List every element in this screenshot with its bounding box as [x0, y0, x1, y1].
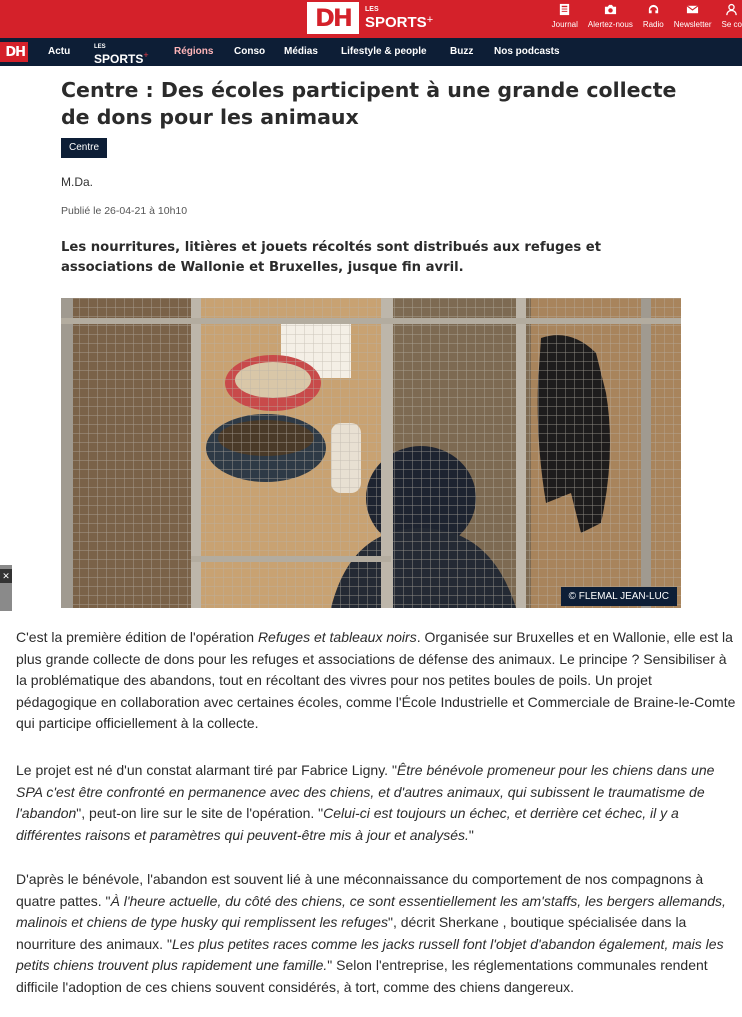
quote-text: Refuges et tableaux noirs — [257, 629, 417, 645]
mail-icon — [686, 2, 700, 16]
nav-item-buzz[interactable]: Buzz — [450, 46, 474, 57]
article-photo — [61, 298, 681, 608]
newsletter-label: Newsletter — [673, 20, 712, 29]
close-icon[interactable]: ✕ — [0, 569, 12, 583]
kennel-photo-illustration — [61, 298, 681, 608]
article-paragraph-1 — [16, 627, 736, 735]
paragraph-text: . Organisée sur Bruxelles et en Wallonie, elle est la plus grande collecte de dons pour les refuges et associations de défense des animaux. Le principe ? Sensibiliser à la problématique des abandons, tout en récoltant des vivres pour nos petites boules de poils. Un projet pédagogique en collaboration avec certaines écoles, comme l'École Industrielle et Commerciale de Braine-le-Comte qui participe officiellement à la collecte. — [16, 629, 736, 731]
headphones-icon — [646, 2, 660, 16]
main-nav — [0, 38, 742, 66]
nav-item-lifestyle[interactable]: Lifestyle & people — [341, 46, 427, 57]
publish-date: Publié le 26-04-21 à 10h10 — [61, 205, 188, 217]
paragraph-text: C'est la première édition de l'opération — [16, 629, 258, 645]
top-header — [0, 0, 742, 38]
nav-item-podcasts[interactable]: Nos podcasts — [494, 46, 560, 57]
nav-item-actu[interactable]: Actu — [48, 46, 71, 57]
paragraph-text: ", peut-on lire sur le site de l'opération. " — [76, 805, 324, 821]
article-paragraph-3 — [16, 869, 736, 998]
user-icon — [725, 2, 739, 16]
journal-icon — [558, 2, 572, 16]
camera-icon — [603, 2, 617, 16]
paragraph-text: " — [468, 826, 474, 843]
login-link[interactable] — [722, 2, 742, 29]
nav-sports-label: SPORTS — [94, 52, 144, 66]
paragraph-text: ", décrit Sherkane , boutique spécialisée dans la nourriture des animaux. " — [16, 914, 687, 952]
dh-les-sports-logo[interactable] — [307, 2, 435, 34]
quote-text: Celui-ci est toujours un échec, et derrière cet échec, il y a différentes raisons et paramètres qui peuvent-être mis à jour et analysés. — [16, 805, 679, 843]
quote-text: À l'heure actuelle, du côté des chiens, ce sont essentiellement les am'staffs, les bergers allemands, malinois et chiens de type husky qui remplissent les refuges — [16, 892, 726, 930]
article-author: M.Da. — [61, 175, 94, 189]
radio-label: Radio — [642, 20, 664, 29]
nav-item-regions[interactable]: Régions — [174, 46, 214, 57]
dh-logo: DH — [307, 2, 359, 34]
logo-les-text: LES — [365, 6, 379, 13]
newsletter-link[interactable] — [674, 2, 712, 29]
quote-text: Être bénévole promeneur pour les chiens dans une SPA c'est être confronté en permanence avec des chiens, et d'autres animaux, qui subissent le traumatisme de l'abandon — [16, 762, 715, 821]
radio-link[interactable] — [643, 2, 664, 29]
journal-label: Journal — [551, 20, 578, 29]
paragraph-text: " Selon l'entreprise, les réglementations communales rendent difficile l'adoption de ces chiens souvent considérés, à tort, comme des chiens dangereux. — [16, 957, 708, 995]
nav-item-les-sports[interactable] — [94, 44, 149, 68]
les-sports-logo — [359, 2, 435, 34]
nav-sports-les: LES — [94, 44, 106, 50]
side-widget[interactable] — [0, 565, 12, 611]
quote-text: Les plus petites races comme les jacks russell font l'objet d'abandon également, mais les petits chiens trouvent plus rapidement une famille. — [16, 935, 724, 973]
article-title: Centre : Des écoles participent à une grande collecte de dons pour les animaux — [61, 78, 677, 129]
logo-sports-text: SPORTS — [365, 14, 427, 31]
article-lead: Les nourritures, litières et jouets récoltés sont distribués aux refuges et associations de Wallonie et Bruxelles, jusque fin avril. — [61, 240, 602, 275]
article-paragraph-2 — [16, 760, 736, 846]
nav-item-conso[interactable]: Conso — [234, 46, 266, 57]
login-label: Se co — [721, 20, 742, 29]
nav-dh-logo[interactable]: DH — [0, 42, 28, 62]
top-links — [542, 2, 742, 29]
paragraph-text: D'après le bénévole, l'abandon est souvent lié à une méconnaissance du comportement de nos compagnons à quatre pattes. " — [16, 871, 704, 909]
alertez-nous-link[interactable] — [588, 2, 633, 29]
logo-plus: + — [426, 14, 434, 26]
nav-sports-plus: + — [143, 50, 149, 60]
journal-link[interactable] — [552, 2, 578, 29]
alertez-nous-label: Alertez-nous — [587, 20, 633, 29]
photo-credit: © FLEMAL JEAN-LUC — [561, 587, 677, 606]
nav-item-medias[interactable]: Médias — [284, 46, 318, 57]
paragraph-text: Le projet est né d'un constat alarmant tiré par Fabrice Ligny. " — [16, 762, 397, 778]
category-tag[interactable]: Centre — [61, 138, 107, 158]
